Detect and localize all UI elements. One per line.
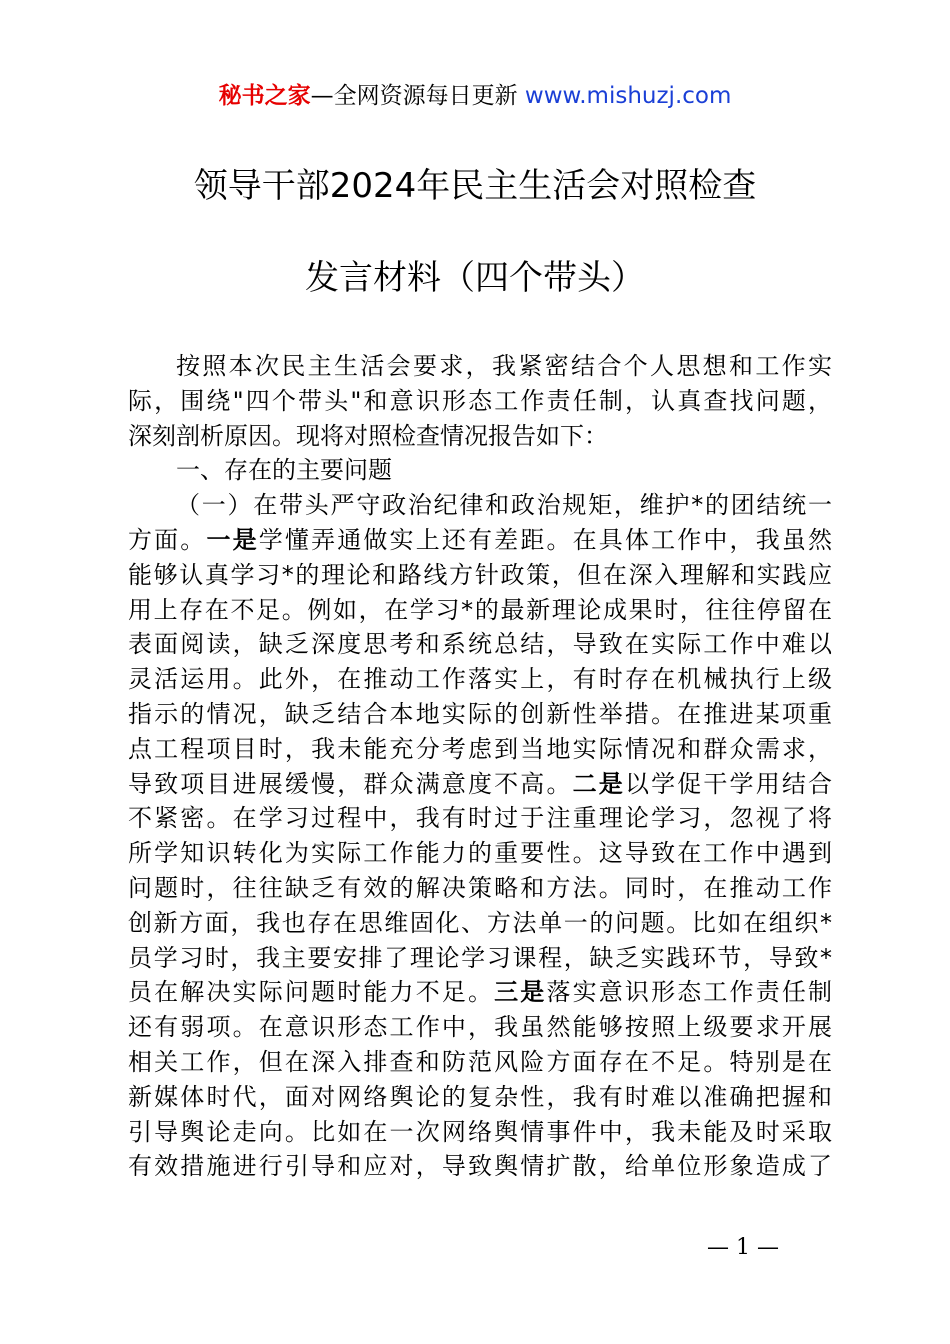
paragraph-line: 新媒体时代，面对网络舆论的复杂性，我有时难以准确把握和 [128, 1082, 832, 1111]
line-text: 以学促干学用结合 [624, 769, 833, 798]
paragraph-line: 所学知识转化为实际工作能力的重要性。这导致在工作中遇到 [128, 839, 832, 868]
line-text: 学懂弄通做实上还有差距。在具体工作中，我虽然 [258, 525, 833, 554]
paragraph-line: 不紧密。在学习过程中，我有时过于注重理论学习，忽视了将 [128, 804, 832, 833]
paragraph-line: 有效措施进行引导和应对，导致舆情扩散，给单位形象造成了 [128, 1152, 832, 1181]
subsection-heading-line: （一）在带头严守政治纪律和政治规矩，维护*的团结统一 [176, 491, 832, 520]
paragraph-line: 还有弱项。在意识形态工作中，我虽然能够按照上级要求开展 [128, 1013, 832, 1042]
point-marker-3: 三是 [494, 978, 547, 1007]
document-title-line-1: 领导干部2024年民主生活会对照检查 [193, 166, 757, 206]
point-marker-1: 一是 [206, 525, 259, 554]
site-banner [0, 80, 950, 112]
banner-slogan: —全网资源每日更新 [310, 83, 518, 109]
line-text: 导致项目进展缓慢，群众满意度不高。 [128, 769, 573, 798]
paragraph-line [128, 975, 832, 1010]
paragraph-line: 灵活运用。此外，在推动工作落实上，有时存在机械执行上级 [128, 665, 832, 694]
line-text: 方面。 [128, 525, 207, 554]
page-number: — 1 — [707, 1235, 779, 1260]
point-marker-2: 二是 [572, 769, 625, 798]
line-text: 落实意识形态工作责任制 [546, 978, 833, 1007]
paragraph-line: 用上存在不足。例如，在学习*的最新理论成果时，往往停留在 [128, 595, 832, 624]
paragraph-line [128, 767, 832, 802]
paragraph-line: 引导舆论走向。比如在一次网络舆情事件中，我未能及时采取 [128, 1117, 832, 1146]
paragraph-line: 相关工作，但在深入排查和防范风险方面存在不足。特别是在 [128, 1047, 832, 1076]
paragraph-line: 表面阅读，缺乏深度思考和系统总结，导致在实际工作中难以 [128, 630, 832, 659]
paragraph-line: 创新方面，我也存在思维固化、方法单一的问题。比如在组织* [128, 908, 832, 937]
document-body [128, 349, 832, 1184]
line-text: 员在解决实际问题时能力不足。 [128, 978, 495, 1007]
brand-name: 秘书之家 [218, 83, 311, 109]
paragraph-line: 能够认真学习*的理论和路线方针政策，但在深入理解和实践应 [128, 560, 832, 589]
paragraph-line: 点工程项目时，我未能充分考虑到当地实际情况和群众需求， [128, 734, 832, 763]
paragraph-line: 按照本次民主生活会要求，我紧密结合个人思想和工作实 [176, 352, 832, 380]
paragraph-line: 指示的情况，缺乏结合本地实际的创新性举措。在推进某项重 [128, 699, 832, 728]
section-heading: 一、存在的主要问题 [176, 456, 392, 485]
paragraph-line: 员学习时，我主要安排了理论学习课程，缺乏实践环节，导致* [128, 943, 832, 972]
document-title-line-2: 发言材料（四个带头） [305, 258, 645, 298]
paragraph-line: 问题时，往往缺乏有效的解决策略和方法。同时，在推动工作 [128, 873, 832, 902]
paragraph-line: 际，围绕"四个带头"和意识形态工作责任制，认真查找问题， [128, 386, 832, 415]
site-url[interactable]: www.mishuzj.com [524, 83, 732, 109]
paragraph-line [128, 523, 832, 558]
paragraph-line: 深刻剖析原因。现将对照检查情况报告如下： [128, 421, 608, 450]
